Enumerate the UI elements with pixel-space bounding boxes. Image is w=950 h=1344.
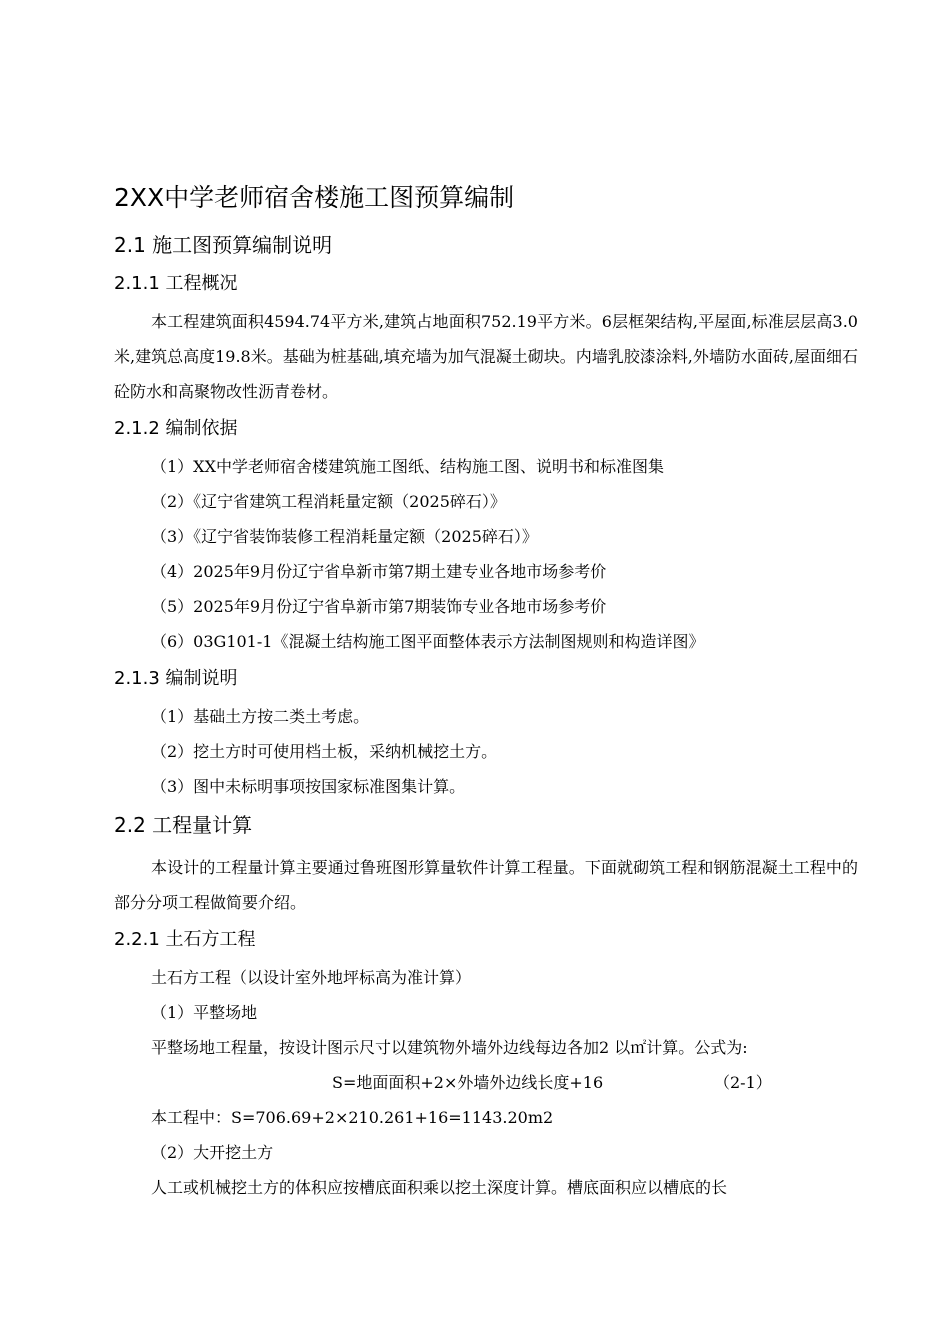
calculation-line: 本工程中：S=706.69+2×210.261+16=1143.20m2: [151, 1108, 554, 1127]
list-item: （2）《辽宁省建筑工程消耗量定额（2025碎石）》: [151, 492, 506, 511]
section-2-1-2-heading: 2.1.2 编制依据: [114, 418, 238, 439]
excavation-item: （2）大开挖土方: [151, 1143, 274, 1162]
section-2-1-1-heading: 2.1.1 工程概况: [114, 273, 238, 294]
earthwork-scope-line: 土石方工程（以设计室外地坪标高为准计算）: [151, 968, 472, 987]
list-item: （2）挖土方时可使用档土板，采纳机械挖土方。: [151, 742, 498, 761]
document-title: 2XX中学老师宿舍楼施工图预算编制: [114, 183, 515, 212]
section-2-1-heading: 2.1 施工图预算编制说明: [114, 233, 333, 257]
list-item: （1）XX中学老师宿舍楼建筑施工图纸、结构施工图、说明书和标准图集: [151, 457, 664, 476]
section-2-2-heading: 2.2 工程量计算: [114, 813, 253, 837]
list-item: （5）2025年9月份辽宁省阜新市第7期装饰专业各地市场参考价: [151, 597, 607, 616]
formula-2-1: [114, 1065, 858, 1100]
site-leveling-paragraph: 平整场地工程量，按设计图示尺寸以建筑物外墙外边线每边各加2 以㎡计算。公式为:: [151, 1038, 748, 1057]
formula-expression: S=地面面积+2×外墙外边线长度+16: [332, 1073, 604, 1092]
excavation-paragraph: 人工或机械挖土方的体积应按槽底面积乘以挖土深度计算。槽底面积应以槽底的长: [151, 1178, 728, 1197]
section-2-1-3-heading: 2.1.3 编制说明: [114, 668, 238, 689]
formula-number: （2-1）: [714, 1073, 772, 1092]
site-leveling-item: （1）平整场地: [151, 1003, 258, 1022]
section-2-2-1-heading: 2.2.1 土石方工程: [114, 929, 256, 950]
list-item: （1）基础土方按二类土考虑。: [151, 707, 370, 726]
project-overview-paragraph: 本工程建筑面积4594.74平方米,建筑占地面积752.19平方米。6层框架结构,平屋面,标准层层高3.0米,建筑总高度19.8米。基础为桩基础,填充墙为加气混凝土砌块。内墙乳胶漆涂料,外墙防水面砖,屋面细石砼防水和高聚物改性沥青卷材。: [114, 312, 858, 401]
document-content: [114, 180, 858, 1205]
list-item: （4）2025年9月份辽宁省阜新市第7期土建专业各地市场参考价: [151, 562, 607, 581]
list-item: （6）03G101-1《混凝土结构施工图平面整体表示方法制图规则和构造详图》: [151, 632, 705, 651]
list-item: （3）图中未标明事项按国家标准图集计算。: [151, 777, 466, 796]
quantity-intro-paragraph: 本设计的工程量计算主要通过鲁班图形算量软件计算工程量。下面就砌筑工程和钢筋混凝土工程中的部分分项工程做简要介绍。: [114, 858, 858, 912]
notes-list: [114, 699, 858, 804]
basis-list: [114, 449, 858, 659]
list-item: （3）《辽宁省装饰装修工程消耗量定额（2025碎石）》: [151, 527, 538, 546]
